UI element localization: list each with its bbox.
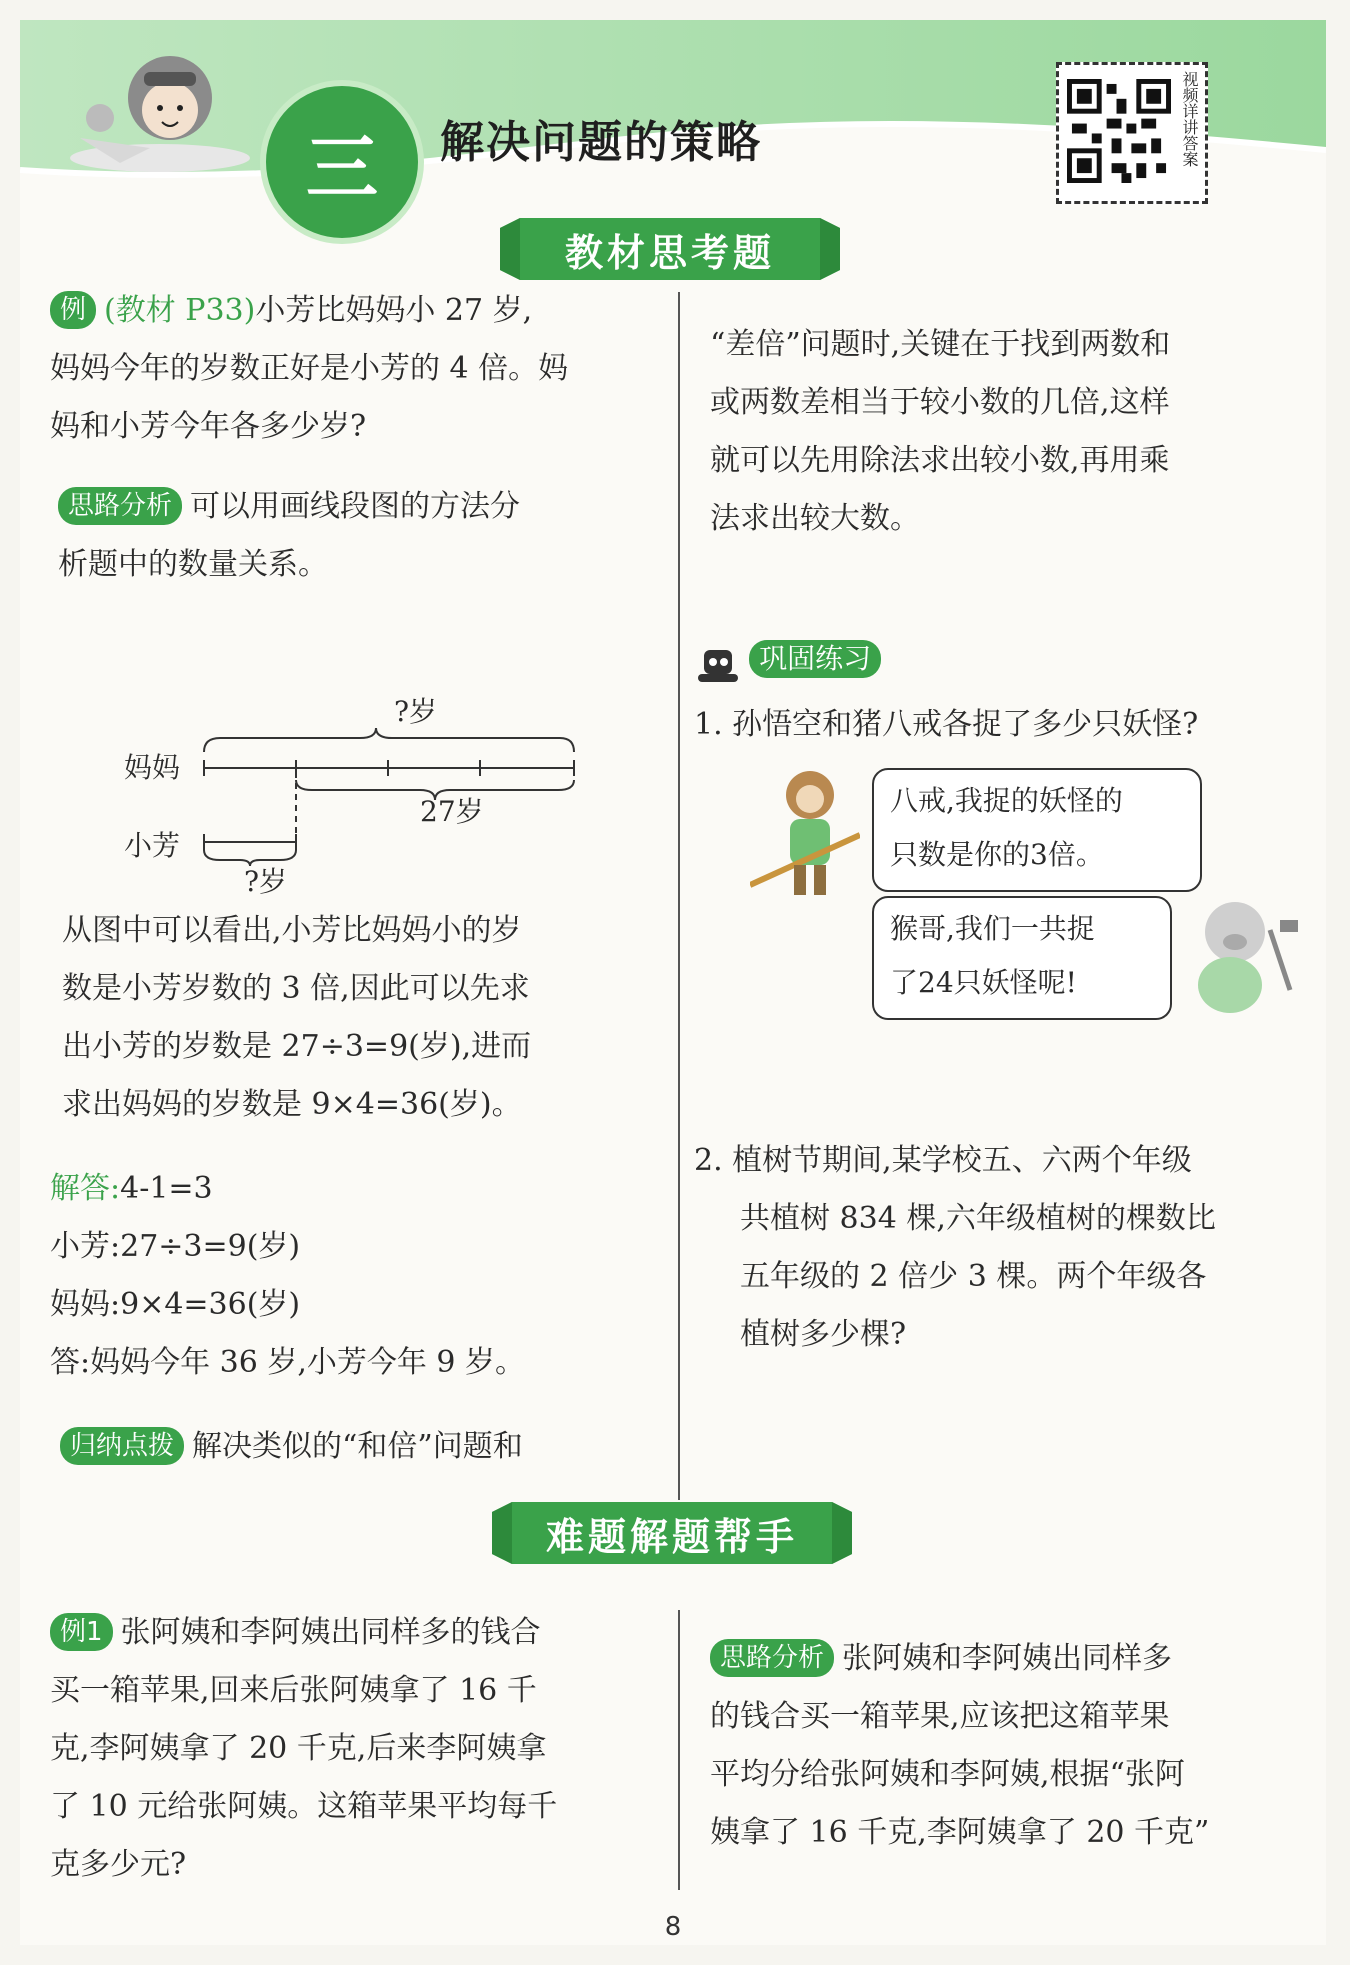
example-line: 买一箱苹果,回来后张阿姨拿了 16 千	[50, 1673, 537, 1708]
question-line: 共植树 834 棵,六年级植树的棵数比	[740, 1201, 1216, 1236]
solution-answer: 答:妈妈今年 36 岁,小芳今年 9 岁。	[50, 1345, 526, 1380]
explanation-block	[62, 902, 672, 1134]
page-number: 8	[664, 1912, 682, 1942]
summary-block	[60, 1418, 680, 1476]
bubble-line: 了24只妖怪呢!	[890, 966, 1077, 999]
difference-label: 27岁	[420, 795, 484, 828]
example-line: 克,李阿姨拿了 20 千克,后来李阿姨拿	[50, 1731, 547, 1766]
question-line: 2. 植树节期间,某学校五、六两个年级	[694, 1143, 1192, 1178]
question-line: 植树多少棵?	[740, 1317, 907, 1352]
summary-tag: 归纳点拨	[60, 1427, 184, 1465]
section-banner-textbook	[500, 218, 840, 280]
solution-first: 4-1=3	[120, 1171, 213, 1206]
summary-line: 解决类似的“和倍”问题和	[192, 1429, 523, 1464]
example-1-tag: 例1	[50, 1613, 113, 1651]
left-column-example	[50, 282, 670, 594]
chapter-header	[20, 20, 1326, 210]
column-divider	[678, 1610, 680, 1890]
summary-line: 或两数差相当于较小数的几倍,这样	[710, 385, 1170, 420]
example-tag: 例	[50, 291, 96, 329]
bubble-line: 猴哥,我们一共捉	[890, 912, 1095, 945]
solution-line: 妈妈:9×4=36(岁)	[50, 1287, 301, 1322]
line-segment-diagram	[80, 690, 620, 898]
example-1-analysis	[710, 1630, 1310, 1862]
qr-code-box[interactable]	[1056, 62, 1208, 204]
page	[20, 20, 1326, 1945]
example-line: 妈和小芳今年各多少岁?	[50, 409, 367, 444]
practice-question-2	[694, 1132, 1314, 1364]
solution-label: 解答:	[50, 1171, 121, 1206]
example-line: 克多少元?	[50, 1847, 187, 1882]
summary-line: 就可以先用除法求出较小数,再用乘	[710, 443, 1170, 478]
segment-lines	[80, 690, 620, 880]
example-line: 了 10 元给张阿姨。这箱苹果平均每千	[50, 1789, 558, 1824]
example-1-problem	[50, 1604, 670, 1894]
qr-code-icon	[1067, 73, 1171, 189]
analysis-line: 的钱合买一箱苹果,应该把这箱苹果	[710, 1699, 1170, 1734]
explanation-line: 出小芳的岁数是 27÷3=9(岁),进而	[62, 1029, 532, 1064]
chapter-title: 解决问题的策略	[440, 117, 762, 168]
total-age-label: ?岁	[394, 695, 438, 728]
practice-tag: 巩固练习	[749, 640, 881, 678]
monkey-king-illustration	[750, 765, 860, 905]
bubble-line: 只数是你的3倍。	[890, 838, 1104, 871]
analysis-line: 张阿姨和李阿姨出同样多	[842, 1641, 1173, 1676]
analysis-tag: 思路分析	[710, 1639, 834, 1677]
pig-speech-bubble	[872, 896, 1172, 1020]
summary-continued	[710, 316, 1310, 548]
explanation-line: 从图中可以看出,小芳比妈妈小的岁	[62, 913, 522, 948]
summary-line: “差倍”问题时,关键在于找到两数和	[710, 327, 1171, 362]
example-line: 张阿姨和李阿姨出同样多的钱合	[120, 1615, 541, 1650]
chapter-number-badge: 三	[260, 80, 424, 244]
fang-label: 小芳	[124, 829, 181, 862]
explanation-line: 数是小芳岁数的 3 倍,因此可以先求	[62, 971, 530, 1006]
solution-line: 小芳:27÷3=9(岁)	[50, 1229, 301, 1264]
fang-age-label: ?岁	[244, 865, 288, 898]
bubble-line: 八戒,我捉的妖怪的	[890, 784, 1123, 817]
pig-illustration	[1180, 890, 1300, 1020]
robot-mascot-icon	[694, 644, 744, 688]
example-problem	[50, 282, 670, 456]
example-line: 妈妈今年的岁数正好是小芳的 4 倍。妈	[50, 351, 569, 386]
section-banner-label: 教材思考题	[564, 230, 775, 275]
monkey-speech-bubble	[872, 768, 1202, 892]
summary-line: 法求出较大数。	[710, 501, 920, 536]
example-source: (教材 P33)	[104, 293, 256, 328]
mom-label: 妈妈	[124, 751, 181, 784]
analysis-block	[50, 478, 670, 594]
analysis-line: 可以用画线段图的方法分	[190, 489, 521, 524]
explanation-line: 求出妈妈的岁数是 9×4=36(岁)。	[62, 1087, 522, 1122]
analysis-tag: 思路分析	[58, 487, 182, 525]
column-divider	[678, 292, 680, 1500]
practice-heading	[694, 640, 889, 688]
analysis-line: 析题中的数量关系。	[58, 547, 328, 582]
solution-block	[50, 1160, 670, 1392]
qr-label: 视频详讲答案	[1180, 71, 1199, 167]
practice-question-1: 1. 孙悟空和猪八戒各捉了多少只妖怪?	[694, 707, 1199, 742]
section-banner-label: 难题解题帮手	[545, 1514, 798, 1559]
pilot-girl-illustration	[60, 38, 260, 188]
example-line: 小芳比妈妈小 27 岁,	[255, 293, 533, 328]
analysis-line: 姨拿了 16 千克,李阿姨拿了 20 千克”	[710, 1815, 1210, 1850]
question-line: 五年级的 2 倍少 3 棵。两个年级各	[740, 1259, 1207, 1294]
analysis-line: 平均分给张阿姨和李阿姨,根据“张阿	[710, 1757, 1185, 1792]
section-banner-difficult	[492, 1502, 852, 1564]
